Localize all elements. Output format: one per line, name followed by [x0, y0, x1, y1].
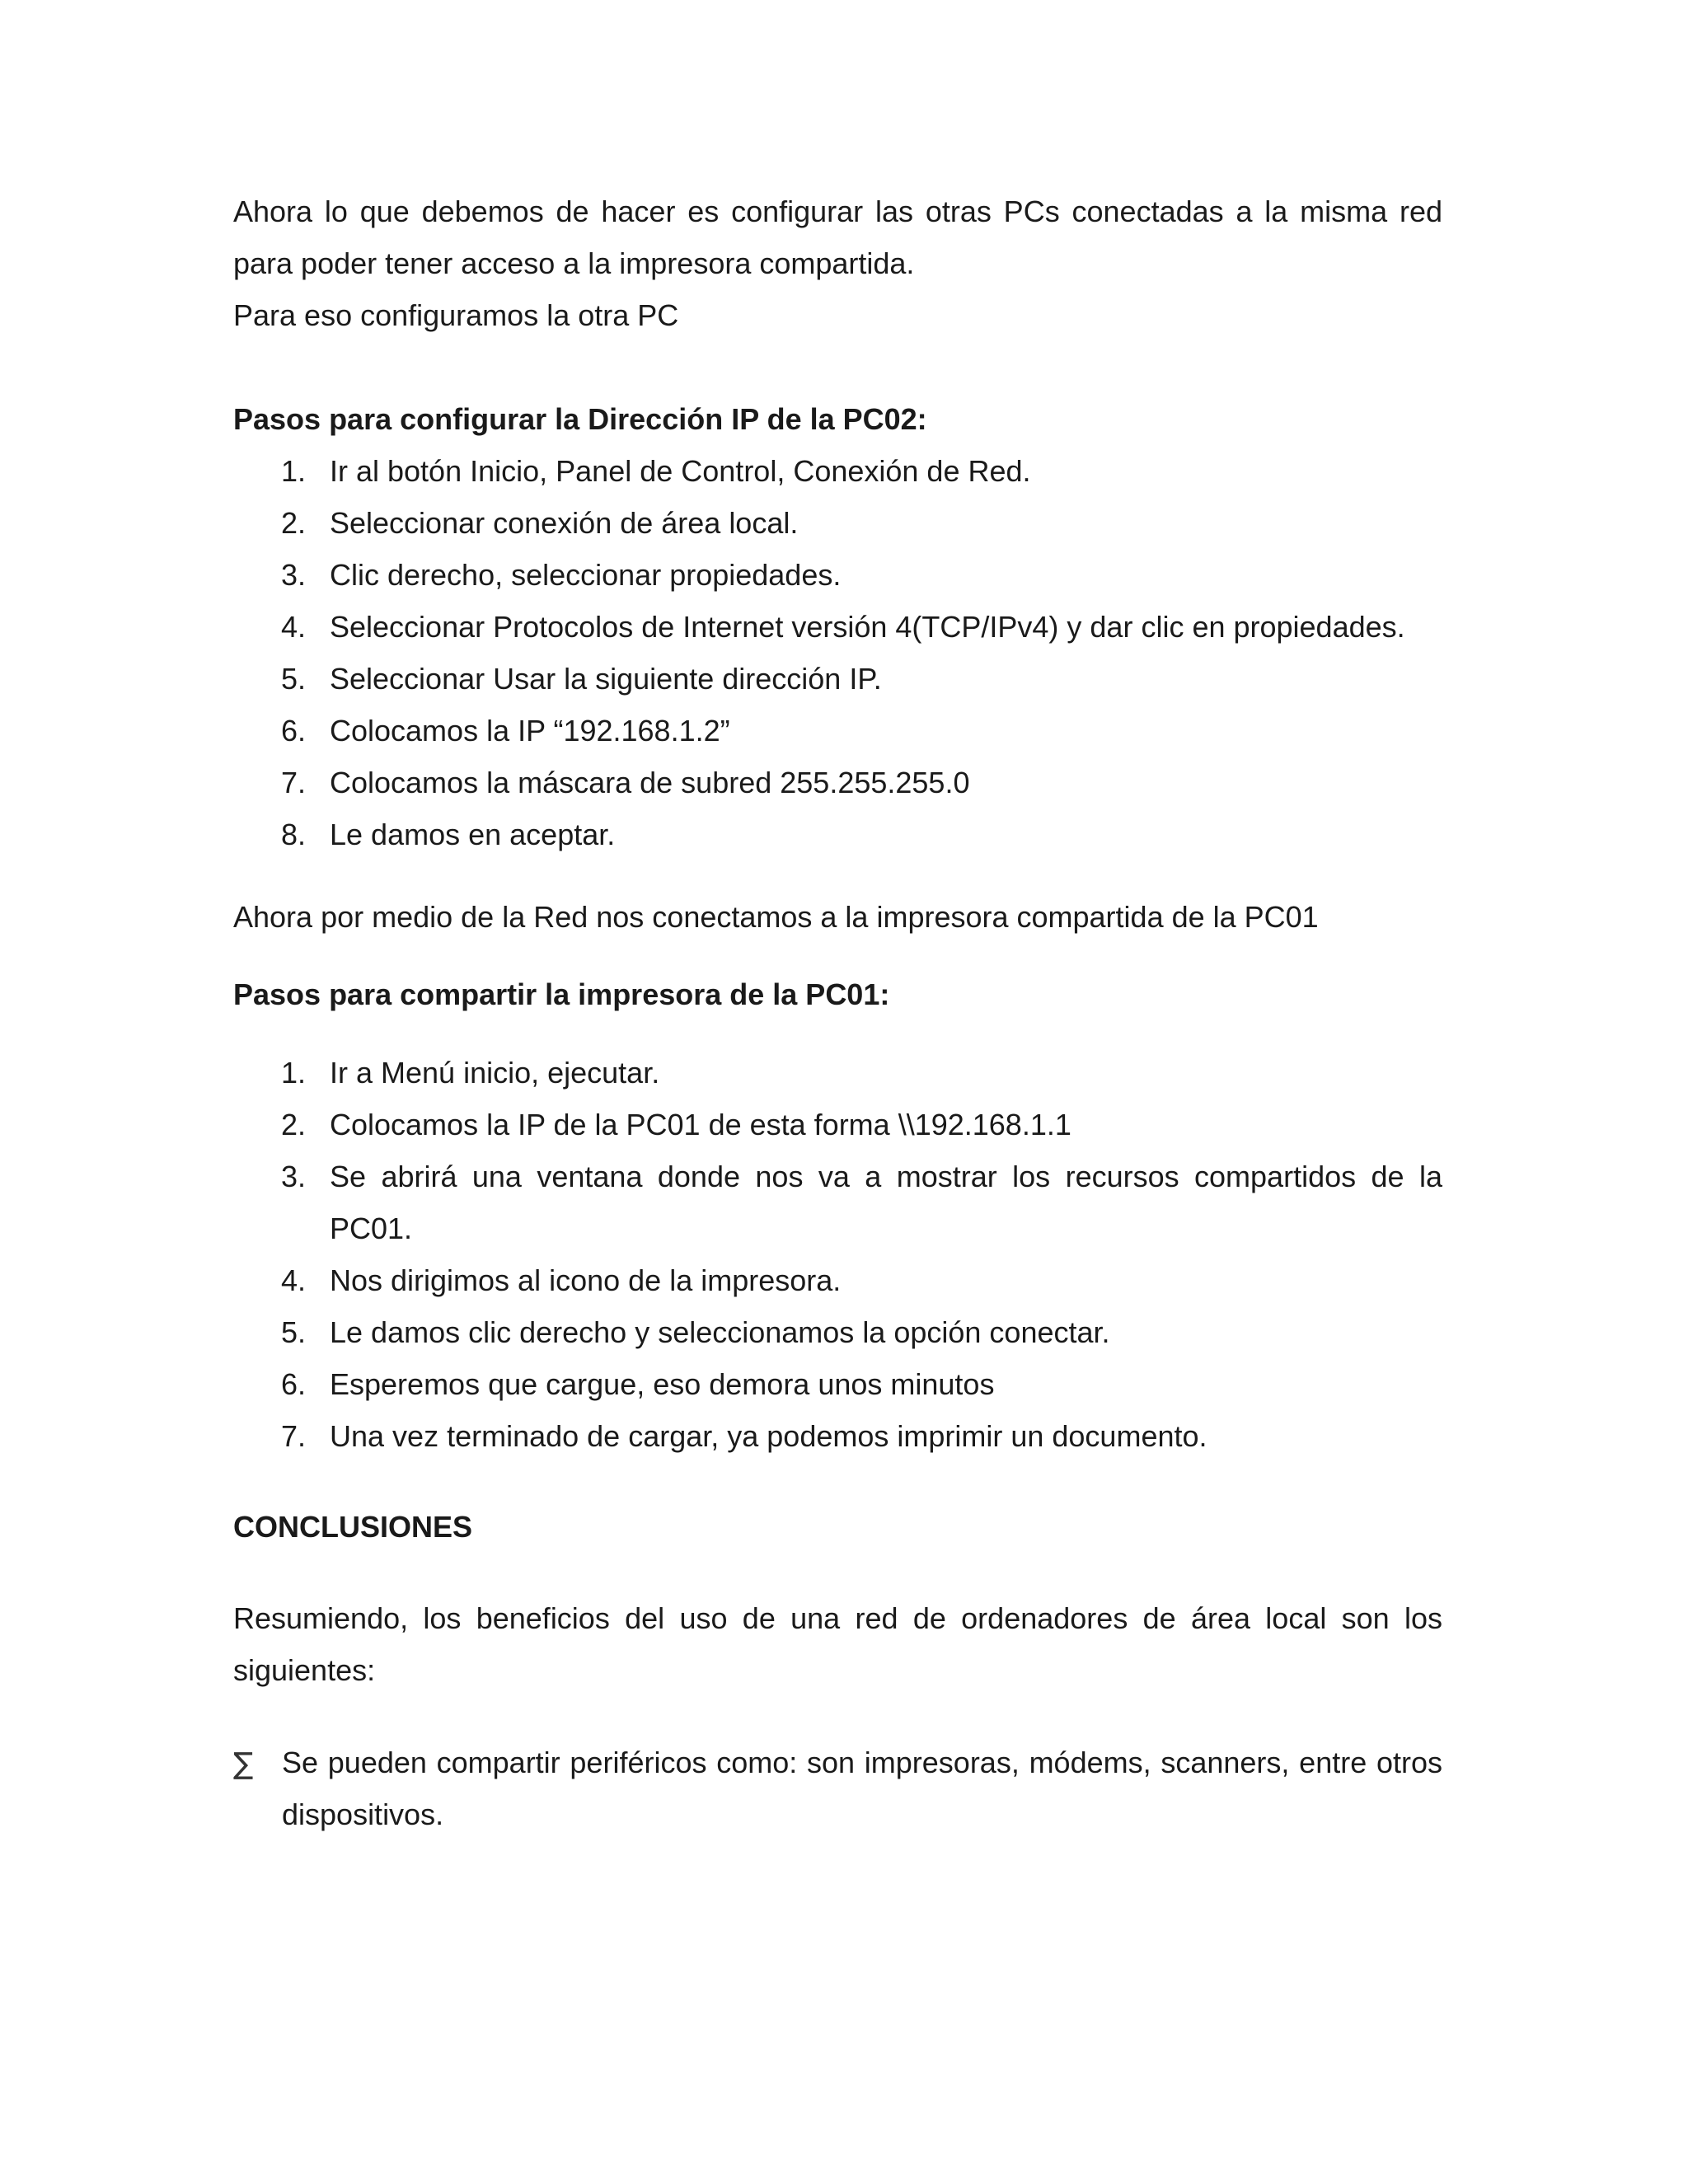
section-ip-heading: Pasos para configurar la Dirección IP de la PC02: — [233, 402, 927, 436]
list-text: Colocamos la IP “192.168.1.2” — [330, 714, 730, 748]
list-text: Seleccionar Usar la siguiente dirección IP. — [330, 662, 882, 696]
list-text: Colocamos la IP de la PC01 de esta forma \\192.168.1.1 — [330, 1108, 1071, 1141]
list-item — [233, 1099, 1442, 1151]
section-ip-steps — [233, 445, 1442, 860]
bullet-text: Se pueden compartir periféricos como: son impresoras, módems, scanners, entre otros dispositivos. — [282, 1746, 1442, 1831]
list-number: 8. — [281, 818, 307, 851]
list-text: Le damos clic derecho y seleccionamos la opción conectar. — [330, 1315, 1110, 1349]
section-share-steps — [233, 1047, 1442, 1462]
list-text: Clic derecho, seleccionar propiedades. — [330, 558, 842, 592]
sigma-bullet-icon: ∑ — [233, 1747, 254, 1781]
list-text: Esperemos que cargue, eso demora unos minutos — [330, 1367, 995, 1401]
intro-paragraph: Ahora lo que debemos de hacer es configurar las otras PCs conectadas a la misma red para poder tener acceso a la impresora compartida. — [233, 194, 1442, 280]
list-item — [233, 445, 1442, 497]
list-text: Seleccionar conexión de área local. — [330, 506, 799, 540]
list-number: 4. — [281, 610, 307, 644]
list-number: 7. — [281, 1419, 307, 1453]
list-number: 3. — [281, 1160, 307, 1193]
list-item — [233, 1410, 1442, 1462]
list-item — [233, 705, 1442, 757]
list-text: Ir a Menú inicio, ejecutar. — [330, 1056, 660, 1090]
list-text: Nos dirigimos al icono de la impresora. — [330, 1263, 842, 1297]
list-item — [233, 497, 1442, 549]
conclusions-heading: CONCLUSIONES — [233, 1510, 473, 1544]
list-item — [233, 1151, 1442, 1254]
list-number: 2. — [281, 506, 307, 540]
list-number: 2. — [281, 1108, 307, 1141]
list-text: Una vez terminado de cargar, ya podemos imprimir un documento. — [330, 1419, 1207, 1453]
list-item — [233, 1306, 1442, 1358]
list-number: 5. — [281, 1315, 307, 1349]
list-text: Ir al botón Inicio, Panel de Control, Conexión de Red. — [330, 454, 1031, 488]
list-number: 5. — [281, 662, 307, 696]
connect-paragraph: Ahora por medio de la Red nos conectamos a la impresora compartida de la PC01 — [233, 900, 1319, 934]
list-item — [233, 549, 1442, 601]
bullet-item — [233, 1736, 1442, 1840]
list-number: 6. — [281, 1367, 307, 1401]
list-text: Se abrirá una ventana donde nos va a mostrar los recursos compartidos de la PC01. — [330, 1160, 1442, 1245]
list-number: 4. — [281, 1263, 307, 1297]
list-item — [233, 1047, 1442, 1099]
list-item — [233, 808, 1442, 860]
conclusions-summary: Resumiendo, los beneficios del uso de una red de ordenadores de área local son los siguientes: — [233, 1601, 1442, 1687]
list-text: Seleccionar Protocolos de Internet versión 4(TCP/IPv4) y dar clic en propiedades. — [330, 610, 1405, 644]
list-number: 1. — [281, 1056, 307, 1090]
list-item — [233, 601, 1442, 653]
list-number: 3. — [281, 558, 307, 592]
list-item — [233, 1254, 1442, 1306]
list-item — [233, 1358, 1442, 1410]
list-number: 1. — [281, 454, 307, 488]
list-item — [233, 757, 1442, 808]
list-item — [233, 653, 1442, 705]
section-share-heading: Pasos para compartir la impresora de la PC01: — [233, 977, 890, 1011]
list-text: Le damos en aceptar. — [330, 818, 616, 851]
list-number: 6. — [281, 714, 307, 748]
list-number: 7. — [281, 766, 307, 799]
list-text: Colocamos la máscara de subred 255.255.255.0 — [330, 766, 970, 799]
intro-line-2: Para eso configuramos la otra PC — [233, 298, 679, 332]
